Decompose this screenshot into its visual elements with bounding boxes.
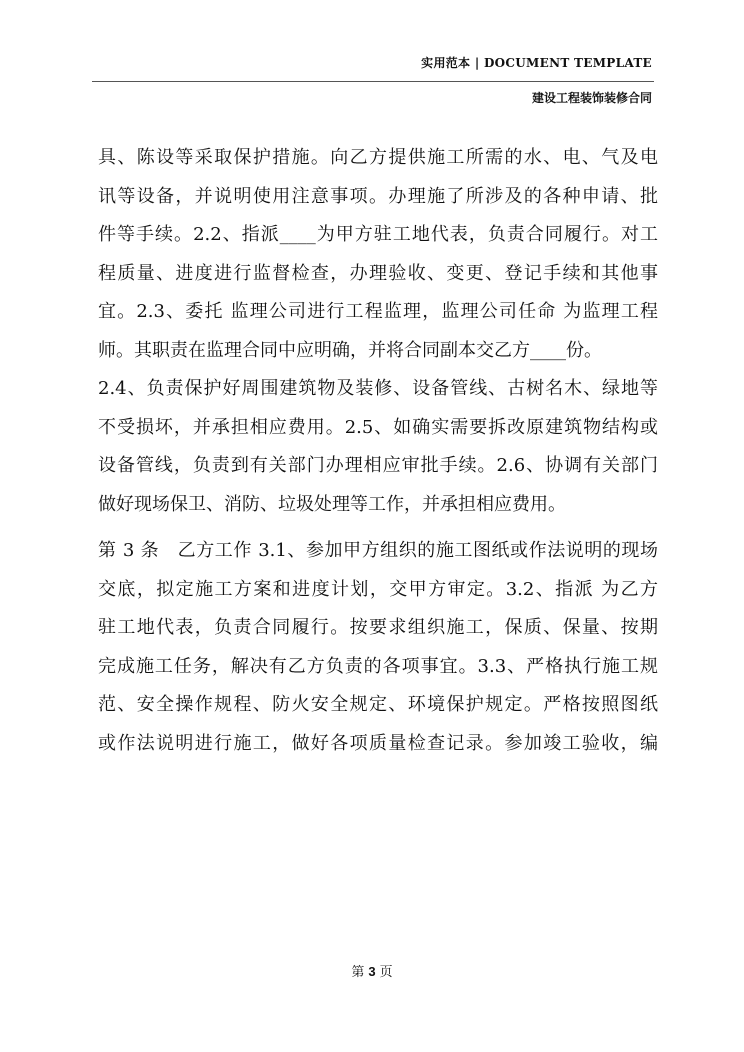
- text-line: 程质量、进度进行监督检查，办理验收、变更、登记手续和其他事: [98, 262, 658, 284]
- text-line: 设备管线，负责到有关部门办理相应审批手续。2.6、协调有关部门: [98, 455, 658, 476]
- text-line: 交底，拟定施工方案和进度计划，交甲方审定。3.2、指派 为乙方: [98, 578, 658, 600]
- text-line: 范、安全操作规程、防火安全规定、环境保护规定。严格按照图纸: [98, 694, 658, 715]
- text-line: 宜。2.3、委托 监理公司进行工程监理，监理公司任命 为监理工程: [98, 301, 658, 322]
- text-line: 不受损坏，并承担相应费用。2.5、如确实需要拆改原建筑物结构或: [98, 416, 658, 438]
- text-line: 讯等设备，并说明使用注意事项。办理施了所涉及的各种申请、批: [98, 185, 658, 207]
- text-line: 或作法说明进行施工，做好各项质量检查记录。参加竣工验收，编: [98, 732, 658, 754]
- page-number-footer: [0, 961, 744, 980]
- text-line: 驻工地代表，负责合同履行。按要求组织施工，保质、保量、按期: [98, 617, 658, 638]
- document-body: [98, 139, 658, 763]
- page-number: 3: [368, 964, 376, 979]
- text-line: 具、陈设等采取保护措施。向乙方提供施工所需的水、电、气及电: [98, 147, 658, 168]
- header-template-label: 实用范本 | DOCUMENT TEMPLATE: [421, 56, 652, 70]
- header-document-title: 建设工程装饰装修合同: [531, 91, 652, 105]
- text-line: 2.4、负责保护好周围建筑物及装修、设备管线、古树名木、绿地等: [98, 378, 658, 399]
- page-suffix: 页: [379, 965, 393, 980]
- paragraph-gap: [98, 524, 658, 532]
- page-prefix: 第: [351, 965, 365, 980]
- text-line: 师。其职责在监理合同中应明确，并将合同副本交乙方____份。: [98, 339, 602, 361]
- text-line: 做好现场保卫、消防、垃圾处理等工作，并承担相应费用。: [98, 493, 566, 515]
- text-line: 件等手续。2.2、指派____为甲方驻工地代表，负责合同履行。对工: [98, 224, 658, 245]
- header-divider: [92, 81, 654, 82]
- text-line: 第 3 条 乙方工作 3.1、参加甲方组织的施工图纸或作法说明的现场: [98, 540, 658, 561]
- text-line: 完成施工任务，解决有乙方负责的各项事宜。3.3、严格执行施工规: [98, 655, 658, 677]
